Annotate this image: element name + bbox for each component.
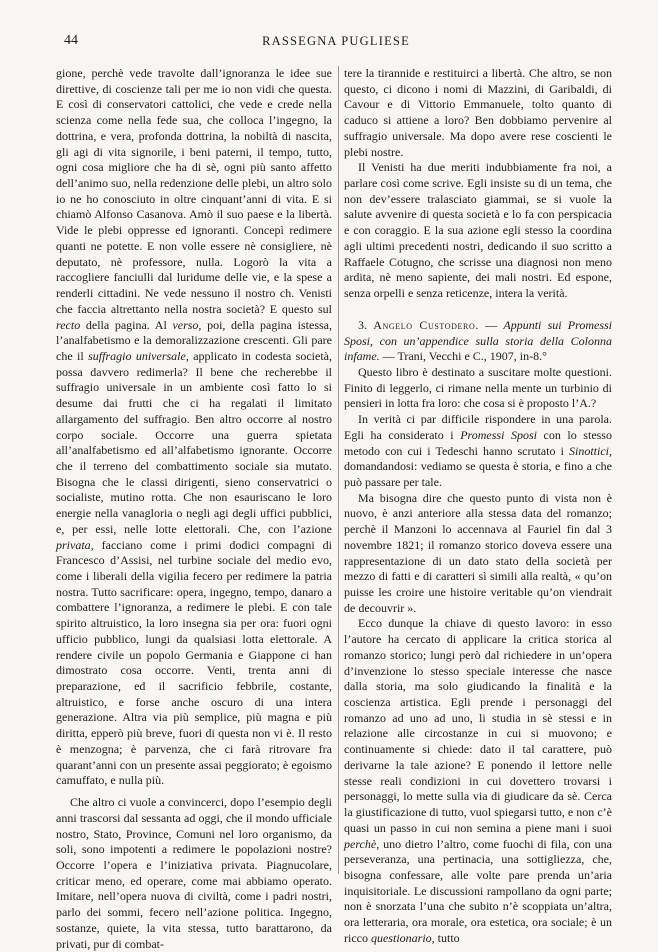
right-paragraph-7: Ecco dunque la chiave di questo lavoro: in esso l’autore ha cercato di applicare la critica storica al romanzo storico; lungi però dal richiedere in un’opera d’invenzione lo stesso speciale interesse che nasce dalla storia, ma solo giudicando la finalità e la coscienza artistica. Egli prende i personaggi del romanzo ad uno ad uno, li studia in sè stessi e in relazione alle circostanze in cui si muovono; e continuamente si chiede: dato il tal carattere, può derivarne la tale azione? E ponendo il lettore nelle stesse reali condizioni in cui dovettero trovarsi i personaggi, lo mette sulla via di giudicare da sè. Cerca la giustificazione di tutto, vuol spiegarsi tutto, e non c’è quasi un passo in cui non semina a piene mani i suoi perchè, uno dietro l’altro, come fuochi di fila, con una perseveranza, una pertinacia, una sottigliezza, che, bisogna confessare, alle volte pare prenda un’aria inquisitoriale. Le discussioni rampollano da ogni parte; non è snorzata l’una che subito n’è scoppiata un’altra, ora letteraria, ora morale, ora estetica, ora sociale; è un ricco questionario, tutto bbox=[344, 616, 612, 945]
left-column bbox=[56, 66, 332, 951]
bibliographic-entry: 3. Angelo Custodero. — Appunti sui Promessi Sposi, con un’appendice sulla storia della Colonna infame. — Trani, Vecchi e C., 1907, in-8.° bbox=[344, 317, 613, 364]
right-paragraph-1: tere la tirannide e restituirci a libertà. Che altro, se non questo, ci dicono i nomi di Mazzini, di Garibaldi, di Cavour e di Vittorio Emmanuele, tolto quanto di caduco si attiene a loro? Ben dobbiamo pervenire al suffragio universale. Ma dopo avere rese coscienti le plebi nostre. bbox=[344, 66, 612, 159]
page-header bbox=[64, 33, 608, 53]
italic-term: recto bbox=[56, 317, 81, 332]
italic-term: Promessi Sposi bbox=[460, 427, 537, 442]
column-divider bbox=[338, 66, 339, 874]
running-title: RASSEGNA PUGLIESE bbox=[262, 34, 410, 48]
right-paragraph-5: In verità ci par difficile rispondere in una parola. Egli ha considerato i Promessi Sposi con lo stesso metodo con cui i Tedeschi hanno scrutato i Sinottici, domandandosi: vediamo se questa è storia, e fino a che può passare per tale. bbox=[344, 412, 612, 489]
italic-term: suffragio universale, bbox=[88, 348, 189, 363]
left-paragraph-2: Che altro ci vuole a convincerci, dopo l’esempio degli anni trascorsi dal sessanta ad oggi, che il mondo ufficiale nostro, Stato, Province, Comuni nel loro organismo, da soli, sono impotenti a redimere le popolazioni nostre? Occorre l’opera e l’iniziativa privata. Piagnucolare, criticar meno, ed operare, come mai abbiamo operato. Imitare, nell’opera nuova di civiltà, come i padri nostri, parlo dei sommi, fecero nell’azione politica. Ingegno, sostanze, quiete, la vita stessa, tutto barattarono, da privati, pur di combat- bbox=[56, 795, 332, 951]
italic-term: questionario, bbox=[370, 930, 435, 945]
right-paragraph-2: Il Venisti ha due meriti indubbiamente fra noi, a parlare così come scrive. Egli insiste su di un tema, che non dev’essere tralasciato giammai, se si vuole la salute avvenire di questa società e lo fa con perspicacia e con coraggio. E la sua azione egli stesso la coordina agli ultimi precedenti nostri, dedicando il suo scritto a Raffaele Cotugno, che scrisse una diagnosi non meno ardita, nè meno sapiente, dei mali nostri. Ed espone, senza orpelli e senza reticenze, intera la verità. bbox=[344, 160, 612, 301]
right-column bbox=[344, 66, 613, 945]
right-paragraph-4: Questo libro è destinato a suscitare molte questioni. Finito di leggerlo, ci rimane nella mente un turbinio di pensieri in lotta fra loro: che cosa si è proposto l’A.? bbox=[344, 364, 612, 411]
italic-term: perchè, bbox=[344, 836, 380, 851]
italic-term: privata, bbox=[56, 537, 94, 552]
entry-title: Appunti sui Promessi Sposi, con un’appendice sulla storia della Colonna infame. bbox=[344, 317, 613, 364]
page-number: 44 bbox=[64, 33, 78, 48]
right-paragraph-6: Ma bisogna dire che questo punto di vista non è nuovo, è anzi anteriore alla stessa data del romanzo; perchè il Manzoni lo accennava al Fauriel fin dal 3 novembre 1821; il romanzo storico doveva essere una rappresentazione di un dato stato della società per mezzo di fatti e di caratteri sì simili alla realtà, « qu’on puisse les croire une histoire veritable qu’on viendrait de decouvrir ». bbox=[344, 490, 612, 615]
italic-term: verso, bbox=[172, 317, 202, 332]
entry-author: Angelo Custodero. bbox=[373, 317, 479, 332]
left-paragraph-1: gione, perchè vede travolte dall’ignoranza le idee sue direttive, di coscienze tali per me io non vidi che questa. E così di conservatori cattolici, che vede e crede nella scienza come nella fede sua, che colloca l’ingegno, la dottrina, e vera, profonda dottrina, la nobiltà di nascita, gli agi di vita signorile, i beni paterni, il tempo, tutto, ogni cosa migliore che ha di sè, ogni più santo affetto dell’animo suo, nella redenzione delle plebi, un altro solo io ne ho conosciuto in oltre cinquant’anni di vita. E si chiamò Alfonso Casanova. Amò il suo paese e la libertà. Vide le plebi oppresse ed ignoranti. Concepì redimere quanti ne potette. E non volle essere nè consigliere, nè deputato, nè professore, nulla. Logorò la vita a raccogliere fanciulli dal luridume delle vie, e la spese a renderli cittadini. Ne vede nessuno il nostro ch. Venisti che faccia altrettanto nella nostra società? E questo sul recto della pagina. Al verso, poi, della pagina istessa, l’analfabetismo e la demoralizzazione crescenti. Gli pare che il suffragio universale, applicato in codesta società, possa davvero redimerla? Il bene che recherebbe il suffragio universale in un ambiente così fatto lo si desume dai frutti che ci ha regalati il limitato allargamento del suffragio. Ben altro occorre al nostro corpo sociale. Occorre una guerra spietata all’analfabetismo ed all’alfabetismo ignorante. Occorre che il terreno del combattimento sociale sia mutato. Bisogna che le classi dirigenti, sieno conservatrici o socialiste, mutino rotta. Che non esauriscano le loro energie nella vanagloria o negli agi degli uffici pubblici, e, per essi, nelle lotte elettorali. Che, con l’azione privata, facciano come i primi dodici compagni di Francesco d’Assisi, nel turbine sociale del medio evo, come i liberali della vigilia fecero per redimere la patria nostra. Tutto sacrificare: opera, ingegno, tempo, danaro a combattere l’ignoranza, a redimere le plebi. E con tale spirito altruistico, la loro insegna sia per ora: fuori ogni ufficio pubblico, lungi da qualsiasi lotta elettorale. A rendere civile un popolo Germania e Giappone ci han dimostrato cosa occorre. Venti, trenta anni di preparazione, ed il sacrificio febbrile, costante, altruistico, e forse anche oscuro di una intera generazione. Altra via più semplice, più magna e più diritta, epperò più breve, fuori di questa non vi è. Il resto è menzogna; è parvenza, che ci farà ritrovare fra quarant’anni con un presente assai peggiorato; è egoismo camuffato, e nulla più. bbox=[56, 66, 332, 788]
italic-term: Sinottici, bbox=[569, 443, 612, 458]
